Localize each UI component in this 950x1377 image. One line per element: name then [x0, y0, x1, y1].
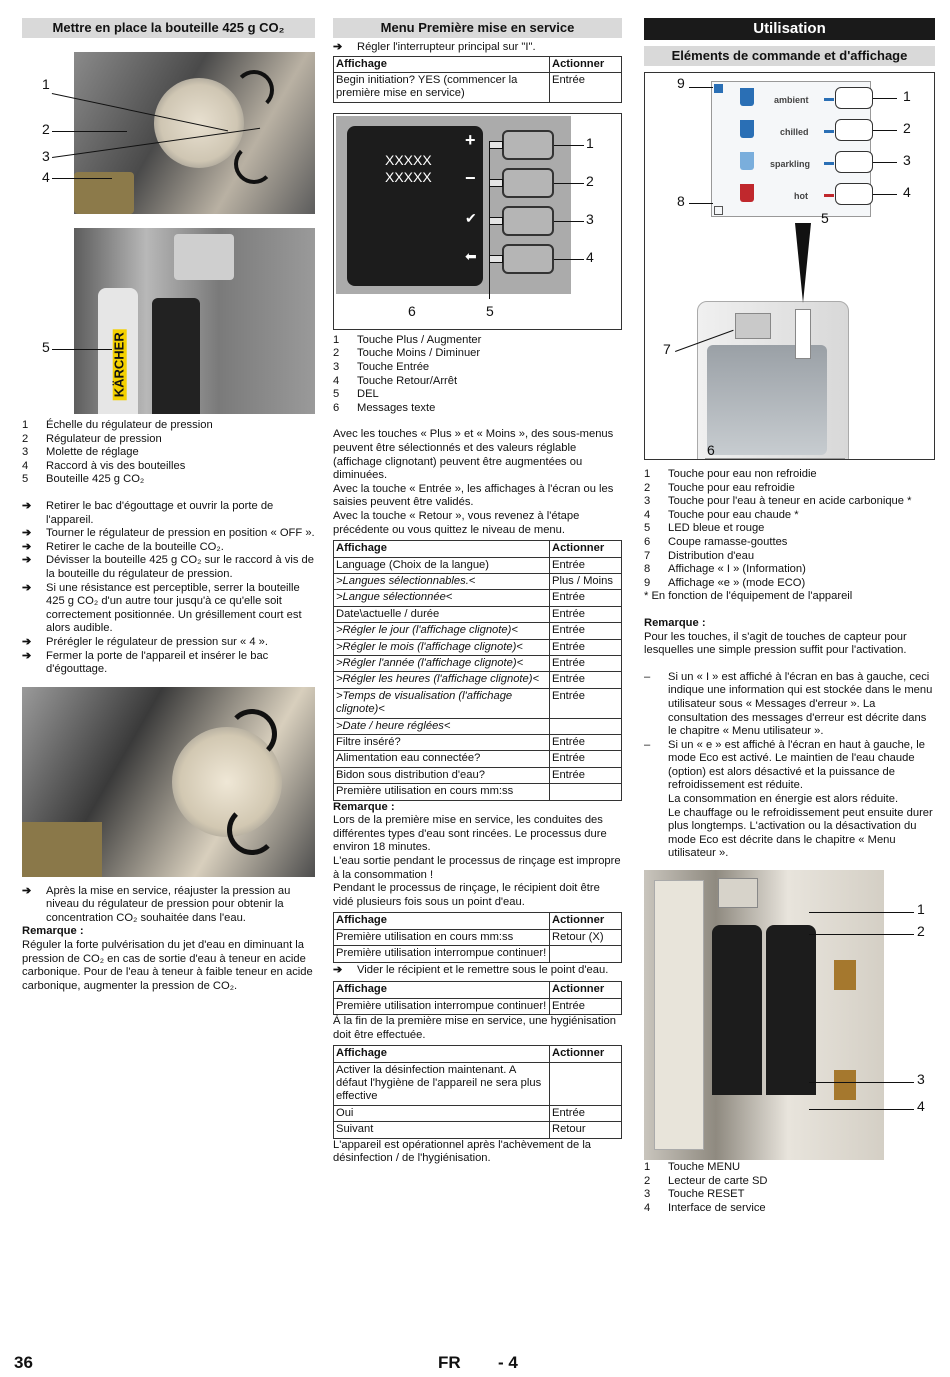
- callout-4: 4: [42, 169, 50, 185]
- callout-7: 7: [663, 341, 671, 357]
- table-row: Première utilisation interrompue continuer!: [334, 946, 622, 962]
- display-table: Affichage Actionner Begin initiation? YES (commencer la première mise en service) Entrée: [333, 56, 622, 103]
- callout-4: 4: [903, 184, 911, 200]
- paragraph: Lors de la première mise en service, les conduites des différentes types d'eau sont rincées. Le processus dure environ 18 minutes.: [333, 814, 607, 854]
- callout-1: 1: [586, 134, 594, 151]
- paragraph: À la fin de la première mise en service, une hygiénisation doit être effectuée.: [333, 1015, 616, 1041]
- callout-5: 5: [42, 339, 50, 355]
- paragraph: Avec la touche « Entrée », les affichages à l'écran ou les saisies peuvent être validés.: [333, 482, 614, 509]
- callout-3: 3: [586, 210, 594, 227]
- table-row: >Régler le jour (l'affichage clignote)< Entrée: [334, 623, 622, 639]
- hot-glass-icon: [740, 184, 754, 202]
- callout-3: 3: [42, 148, 50, 164]
- table-row: >Langues sélectionnables.< Plus / Moins: [334, 573, 622, 589]
- led-icon: [824, 98, 834, 101]
- legend-item: 5 Bouteille 425 g CO₂: [22, 473, 145, 486]
- plus-icon: +: [465, 129, 476, 150]
- table-row: >Régler l'année (l'affichage clignote)< Entrée: [334, 655, 622, 671]
- led-icon: [824, 162, 834, 165]
- enter-button[interactable]: [502, 206, 554, 236]
- legend-item: 1 Touche pour eau non refroidie: [644, 468, 817, 480]
- callout-9: 9: [677, 75, 685, 91]
- steps-list: [22, 500, 315, 677]
- table-row: Suivant Retour: [334, 1122, 622, 1138]
- display-table: Affichage Actionner Première utilisation en cours mm:ss Retour (X) Première utilisation interrompue continuer!: [333, 912, 622, 962]
- hot-sensor-key[interactable]: [835, 183, 873, 205]
- led-icon: [489, 179, 503, 187]
- legend-item: 3 Touche RESET: [644, 1188, 745, 1201]
- legend-item: 9 Affichage «e » (mode ECO): [644, 576, 806, 589]
- paragraph: Pour les touches, il s'agit de touches de capteur pour lesquelles une simple pression suffit pour l'activation.: [644, 630, 907, 657]
- legend-item: 1 Touche Plus / Augmenter: [333, 333, 482, 346]
- led-icon: [489, 141, 503, 149]
- legend-item: 4 Interface de service: [644, 1201, 766, 1214]
- table-row: Activer la désinfection maintenant. A défaut l'hygiène de l'appareil ne sera plus effective: [334, 1062, 622, 1105]
- control-panel-figure: [333, 113, 622, 330]
- led-icon: [824, 130, 834, 133]
- callout-5: 5: [821, 210, 829, 226]
- interior-figure: [644, 870, 935, 1160]
- table-row: Language (Choix de la langue) Entrée: [334, 557, 622, 573]
- ambient-sensor-key[interactable]: [835, 87, 873, 109]
- eco-icon: [714, 84, 723, 93]
- step: ➔ Fermer la porte de l'appareil et insérer le bac d'égouttage.: [22, 649, 269, 676]
- table-row: Date\actuelle / durée Entrée: [334, 606, 622, 622]
- legend-item: 6 Coupe ramasse-gouttes: [644, 535, 788, 548]
- table-row: Bidon sous distribution d'eau? Entrée: [334, 767, 622, 783]
- bullet: – Si un « e » est affiché à l'écran en haut à gauche, le mode Eco est activé. Le maintien de l'eau chaude (option) est alors désactivé et la puissance de refroidissement est réduite. La consommation en énergie est alors réduite. Le chauffage ou le refroidissement peut ensuite durer plus longtemps. L'activation ou la désactivation du mode Eco est décrite dans le chapitre « Menu utilisateur ».: [644, 738, 933, 860]
- chilled-glass-icon: [740, 120, 754, 138]
- section-heading: Menu Première mise en service: [333, 18, 622, 38]
- section-heading: Utilisation: [644, 18, 935, 40]
- info-icon: [714, 206, 723, 215]
- callout-2: 2: [42, 121, 50, 137]
- step: ➔ Après la mise en service, réajuster la pression au niveau du régulateur de pression pour obtenir la concentration CO₂ souhaitée dans l'eau.: [22, 884, 291, 924]
- column-3: [644, 18, 935, 1215]
- step: ➔ Tourner le régulateur de pression en position « OFF ».: [22, 527, 315, 540]
- callout-4: 4: [586, 248, 594, 265]
- table-row: >Date / heure réglées<: [334, 718, 622, 734]
- legend-item: 2 Régulateur de pression: [22, 432, 162, 445]
- co2-regulator-figure: [22, 52, 315, 414]
- legend-item: 3 Touche Entrée: [333, 361, 430, 373]
- step: ➔ Vider le récipient et le remettre sous le point d'eau.: [333, 963, 609, 976]
- callout-2: 2: [586, 172, 594, 189]
- callout-3: 3: [917, 1071, 925, 1088]
- callout-1: 1: [42, 76, 50, 92]
- display-table: Affichage Actionner Language (Choix de la langue) Entrée >Langues sélectionnables.< Plus / Moins >Langue sélectionnée< Entrée Date\actuelle / durée Entrée >Régler le jour (l'affichage clignote)< Entrée >Régler le mois (l'affichage clignote)< Entrée >Régler l'année (l'affichage clignote)< Entrée >Régler les heures (l'affichage clignote)< Entrée >Temps de visualisation (l'affichage clignote)< Entrée >Date / heure réglées< Filtre inséré? Entrée Alimentation eau connectée? Entrée Bidon sous distribution d'eau? Entrée Première utilisation en cours mm:ss: [333, 540, 622, 801]
- check-icon: ✔: [465, 209, 477, 226]
- table-row: Alimentation eau connectée? Entrée: [334, 751, 622, 767]
- dispenser-figure: [644, 72, 935, 460]
- remark-title: Remarque :: [333, 800, 395, 813]
- legend-item: 4 Touche pour eau chaude *: [644, 508, 799, 521]
- table-row: Première utilisation en cours mm:ss Retour (X): [334, 929, 622, 945]
- table-row: Begin initiation? YES (commencer la première mise en service) Entrée: [334, 73, 622, 103]
- sparkling-glass-icon: [740, 152, 754, 170]
- paragraph: L'appareil est opérationnel après l'achèvement de la désinfection / de l'hygiénisation.: [333, 1138, 592, 1165]
- paragraph: Avec les touches « Plus » et « Moins », des sous-menus peuvent être sélectionnés et des valeurs réglable (affichage clignotant) peuvent être augmentées ou diminuées.: [333, 428, 614, 482]
- back-arrow-icon: ⬅: [465, 247, 477, 264]
- footnote: * En fonction de l'équipement de l'appareil: [644, 590, 853, 603]
- interior-photo: [644, 870, 884, 1160]
- callout-1: 1: [917, 901, 925, 918]
- column-2: [333, 18, 622, 1166]
- step: ➔ Retirer le bac d'égouttage et ouvrir la porte de l'appareil.: [22, 499, 274, 526]
- ambient-glass-icon: [740, 88, 754, 106]
- step: ➔ Régler l'interrupteur principal sur "I".: [333, 41, 536, 53]
- table-row: Filtre inséré? Entrée: [334, 735, 622, 751]
- screen-line-1: XXXXX: [385, 151, 432, 168]
- callout-6: 6: [408, 302, 416, 319]
- display-table: Affichage Actionner Première utilisation interrompue continuer! Entrée: [333, 981, 622, 1015]
- callout-8: 8: [677, 193, 685, 209]
- legend-item: 6 Messages texte: [333, 401, 436, 414]
- bullet: – Si un « I » est affiché à l'écran en bas à gauche, ceci indique une information qui est stockée dans le menu utilisateur sous « Messages d'erreur ». La consultation des messages d'erreur est décrite dans le chapitre « Menu utilisateur ».: [644, 670, 933, 738]
- led-icon: [489, 217, 503, 225]
- legend: [644, 468, 935, 590]
- callout-1: 1: [903, 88, 911, 104]
- plus-button[interactable]: [502, 130, 554, 160]
- legend-item: 5 LED bleue et rouge: [644, 522, 765, 535]
- legend-item: 2 Lecteur de carte SD: [644, 1174, 768, 1187]
- column-1: [22, 18, 315, 993]
- legend-item: 3 Touche pour l'eau à teneur en acide carbonique *: [644, 495, 912, 508]
- brand-label: KÄRCHER: [113, 329, 127, 400]
- paragraph: L'eau sortie pendant le processus de rinçage est impropre à la consommation !: [333, 855, 621, 881]
- callout-4: 4: [917, 1098, 925, 1115]
- callout-3: 3: [903, 152, 911, 168]
- page-suffix: - 4: [498, 1353, 518, 1372]
- hot-label: hot: [794, 191, 808, 201]
- regulator-photo: [74, 52, 315, 214]
- legend-item: 4 Touche Retour/Arrêt: [333, 374, 458, 387]
- legend: [333, 334, 622, 416]
- chilled-label: chilled: [780, 127, 809, 137]
- screen-line-2: XXXXX: [385, 168, 432, 185]
- table-row: >Régler les heures (l'affichage clignote)< Entrée: [334, 672, 622, 688]
- legend-item: 7 Distribution d'eau: [644, 549, 755, 562]
- step: ➔ Prérégler le régulateur de pression sur « 4 ».: [22, 635, 269, 648]
- table-row: >Régler le mois (l'affichage clignote)< Entrée: [334, 639, 622, 655]
- legend-item: 1 Touche MENU: [644, 1161, 741, 1174]
- remark-title: Remarque :: [644, 616, 706, 629]
- page-number: 36: [14, 1353, 33, 1372]
- remark-text: Réguler la forte pulvérisation du jet d'eau en diminuant la pression de CO₂ en cas de sortie d'eau à teneur en acide carbonique. Pour de l'eau à teneur à faible teneur en acide carbonique, augmenter la pression de CO₂.: [22, 939, 313, 992]
- language-code: FR: [438, 1353, 461, 1372]
- callout-2: 2: [903, 120, 911, 136]
- subsection-heading: Eléments de commande et d'affichage: [644, 46, 935, 66]
- legend: [22, 419, 315, 487]
- table-row: Oui Entrée: [334, 1105, 622, 1121]
- sparkling-label: sparkling: [770, 159, 811, 169]
- minus-icon: −: [465, 167, 476, 188]
- paragraph: Pendant le processus de rinçage, le récipient doit être vidé plusieurs fois sous un point d'eau.: [333, 882, 600, 908]
- section-heading: Mettre en place la bouteille 425 g CO₂: [22, 18, 315, 38]
- legend-item: 1 Échelle du régulateur de pression: [22, 419, 213, 431]
- legend-item: 3 Molette de réglage: [22, 446, 139, 459]
- remark-title: Remarque :: [22, 925, 84, 938]
- regulator-adjust-photo: [22, 687, 315, 877]
- step: ➔ Dévisser la bouteille 425 g CO₂ sur le raccord à vis de la bouteille du régulateur de pression.: [22, 554, 314, 580]
- legend-item: 2 Touche pour eau refroidie: [644, 481, 795, 494]
- text-display: [347, 126, 483, 286]
- back-button[interactable]: [502, 244, 554, 274]
- table-row: >Langue sélectionnée< Entrée: [334, 590, 622, 606]
- callout-2: 2: [917, 923, 925, 940]
- legend: [644, 1161, 935, 1215]
- led-icon: [489, 255, 503, 263]
- step: ➔ Retirer le cache de la bouteille CO₂.: [22, 540, 224, 553]
- legend-item: 8 Affichage « I » (Information): [644, 563, 806, 576]
- callout-5: 5: [486, 302, 494, 319]
- minus-button[interactable]: [502, 168, 554, 198]
- table-row: Première utilisation en cours mm:ss: [334, 784, 622, 800]
- paragraph: Avec la touche « Retour », vous revenez à l'étape précédente ou vous quittez le niveau de menu.: [333, 509, 580, 536]
- bottle-photo: [74, 228, 315, 414]
- table-row: >Temps de visualisation (l'affichage clignote)< Entrée: [334, 688, 622, 718]
- table-row: Première utilisation interrompue continuer! Entrée: [334, 998, 622, 1014]
- ambient-label: ambient: [774, 95, 809, 105]
- sparkling-sensor-key[interactable]: [835, 151, 873, 173]
- step: ➔ Si une résistance est perceptible, serrer la bouteille 425 g CO₂ d'un autre tour jusqu'à ce qu'elle soit correctement positionnée. Un grésillement court est alors audible.: [22, 581, 302, 635]
- led-icon: [824, 194, 834, 197]
- legend-item: 5 DEL: [333, 388, 379, 401]
- legend-item: 2 Touche Moins / Diminuer: [333, 347, 481, 360]
- display-table: Affichage Actionner Activer la désinfection maintenant. A défaut l'hygiène de l'appareil ne sera plus effective Oui Entrée Suivant Retour: [333, 1045, 622, 1138]
- chilled-sensor-key[interactable]: [835, 119, 873, 141]
- callout-6: 6: [707, 442, 715, 458]
- legend-item: 4 Raccord à vis des bouteilles: [22, 459, 186, 472]
